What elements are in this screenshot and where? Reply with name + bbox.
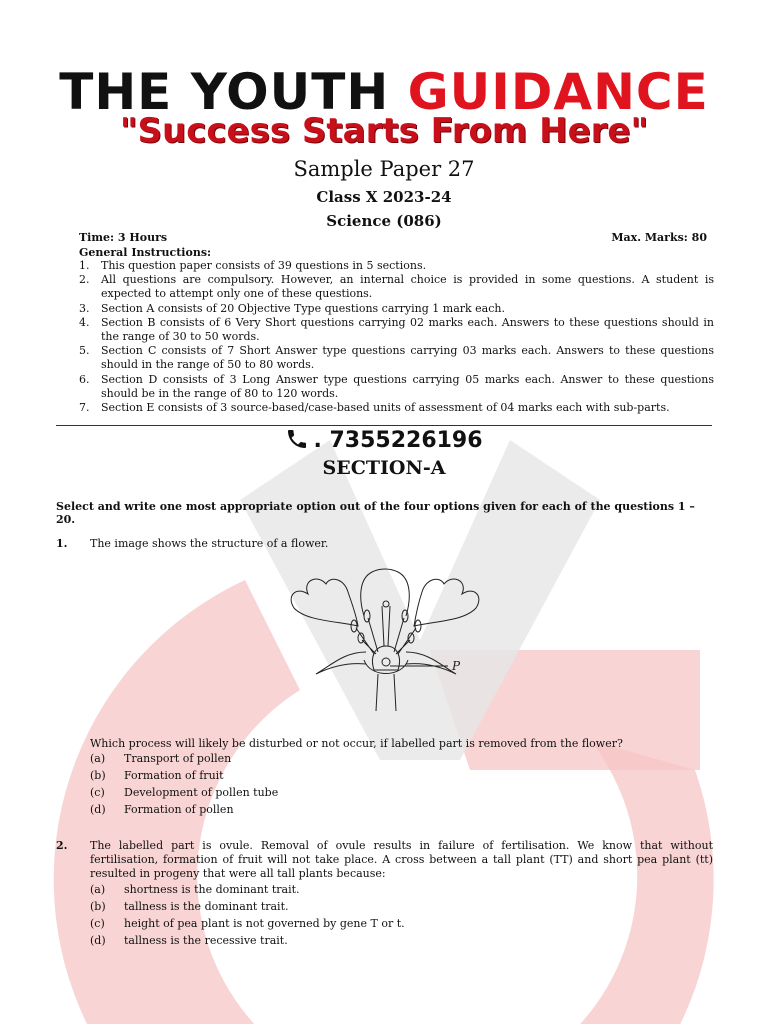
question-number: 1.: [56, 537, 68, 550]
instruction-item: 1. This question paper consists of 39 questions in 5 sections.: [79, 259, 427, 272]
brand-title-black: THE YOUTH: [59, 63, 390, 121]
section-instruction: Select and write one most appropriate option out of the four options given for each of the questions 1 – 20.: [56, 500, 695, 526]
instruction-item: 4. Section B consists of 6 Very Short questions carrying 02 marks each. Answers to these questions should in the range of 30 to 50 words.: [79, 315, 714, 344]
max-marks: Max. Marks: 80: [611, 231, 707, 244]
paper-title: Sample Paper 27: [293, 157, 475, 181]
instructions-heading: General Instructions:: [79, 246, 212, 259]
instruction-item: 6. Section D consists of 3 Long Answer type questions carrying 05 marks each. Answer to these questions should be in the range of 80 to 120 words.: [79, 372, 714, 400]
option-b: (b) Formation of fruit: [90, 769, 224, 782]
flower-diagram: [286, 566, 486, 716]
question-text: The image shows the structure of a flower.: [90, 537, 329, 550]
phone-number: . 7355226196: [313, 428, 483, 453]
figure-label-p: P: [452, 659, 461, 673]
question-2-options: [90, 881, 405, 949]
instruction-item: 7. Section E consists of 3 source-based/case-based units of assessment of 04 marks each with sub-parts.: [79, 401, 670, 415]
paper-meta: [79, 231, 707, 244]
question-1: [56, 537, 713, 551]
question-followup-text: Which process will likely be disturbed or not occur, if labelled part is removed from the flower?: [90, 737, 623, 750]
paper-subject: Science (086): [326, 212, 442, 230]
paper-class: Class X 2023-24: [316, 188, 452, 206]
option-a: (a) shortness is the dominant trait.: [90, 883, 300, 896]
brand-title-red: GUIDANCE: [407, 63, 709, 121]
question-2: [56, 839, 713, 882]
question-1-options: [90, 750, 278, 818]
contact-phone: [0, 426, 768, 456]
time-allowed: Time: 3 Hours: [79, 231, 168, 244]
option-c: (c) Development of pollen tube: [90, 786, 279, 799]
option-b: (b) tallness is the dominant trait.: [90, 900, 289, 913]
question-text: The labelled part is ovule. Removal of ovule results in failure of fertilisation. We know that without fertilisation, formation of fruit will not take place. A cross between a tall plant (TT) and short pea plant (tt) resulted in progeny that were all tall plants because:: [90, 839, 713, 881]
option-c: (c) height of pea plant is not governed by gene T or t.: [90, 917, 405, 930]
option-d: (d) Formation of pollen: [90, 803, 234, 816]
option-a: (a) Transport of pollen: [90, 752, 232, 765]
section-title: SECTION-A: [322, 457, 446, 479]
instruction-item: 2. All questions are compulsory. However, an internal choice is provided in some questions. A student is expected to attempt only one of these questions.: [79, 273, 714, 301]
option-d: (d) tallness is the recessive trait.: [90, 934, 288, 947]
instruction-item: 5. Section C consists of 7 Short Answer type questions carrying 03 marks each. Answers to these questions should in the range of 50 to 80 words.: [79, 344, 714, 372]
brand-tagline: "Success Starts From Here": [119, 111, 649, 151]
instruction-item: 3. Section A consists of 20 Objective Type questions carrying 1 mark each.: [79, 301, 505, 315]
question-number: 2.: [56, 839, 68, 852]
instructions-list: [79, 259, 714, 415]
phone-icon: [285, 427, 309, 451]
